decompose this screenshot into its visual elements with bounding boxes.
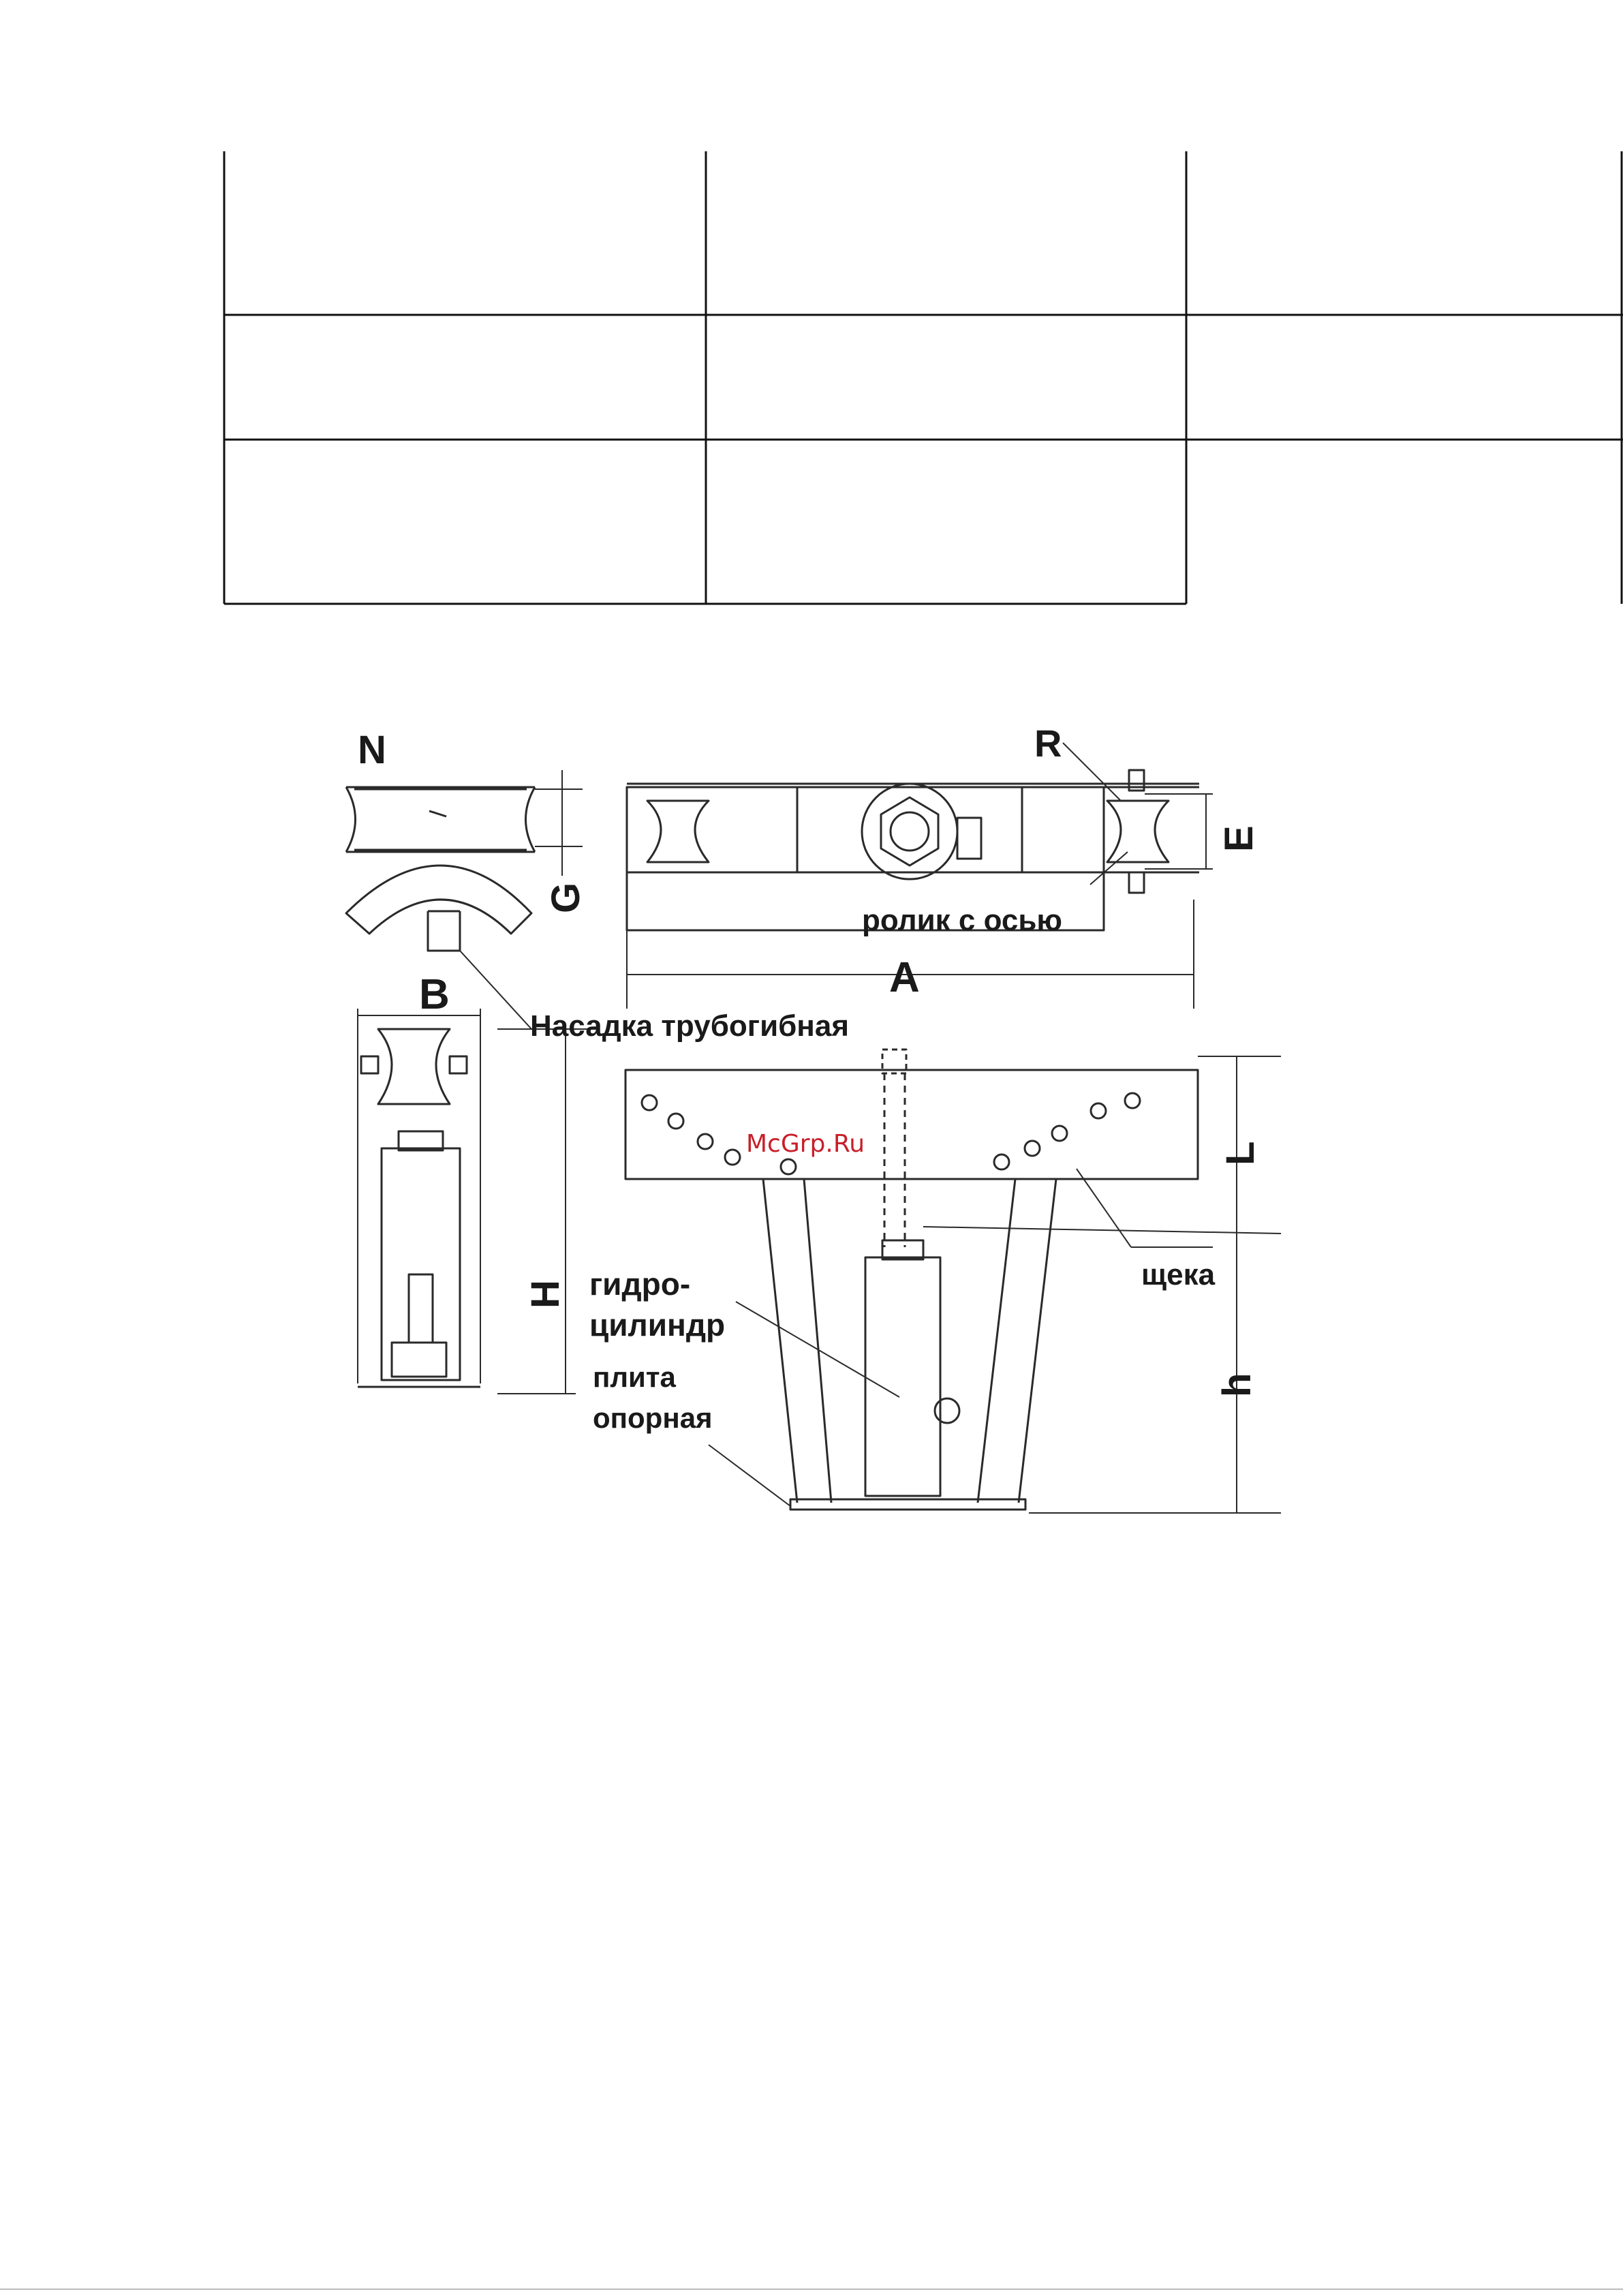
dim-label-e: E bbox=[1217, 825, 1261, 852]
nozzle-label: Насадка трубогибная bbox=[530, 1009, 850, 1043]
dim-label-r: R bbox=[1034, 722, 1062, 765]
dim-label-l: L bbox=[1218, 1141, 1263, 1165]
plate-label-2: опорная bbox=[593, 1402, 713, 1434]
watermark: McGrp.Ru bbox=[746, 1130, 865, 1158]
dim-label-n: N bbox=[358, 728, 386, 772]
dim-label-h-upper: H bbox=[523, 1280, 568, 1308]
dim-label-h-lower: h bbox=[1215, 1373, 1259, 1397]
roller-label: ролик с осью bbox=[862, 904, 1062, 937]
plate-label-1: плита bbox=[593, 1361, 676, 1393]
cheek-label: щека bbox=[1141, 1258, 1216, 1291]
dim-label-b: B bbox=[419, 971, 450, 1018]
page-bottom-edge bbox=[0, 2289, 1623, 2290]
bending-shoe-top-view bbox=[346, 770, 583, 876]
frame-top-view bbox=[627, 743, 1213, 1009]
dim-label-g: G bbox=[544, 882, 588, 913]
pipe-bender-drawing bbox=[327, 716, 1281, 1533]
spec-table bbox=[0, 0, 1623, 613]
bending-shoe-arc bbox=[346, 866, 531, 951]
dim-label-a: A bbox=[889, 954, 920, 1001]
cylinder-label-1: гидро- bbox=[589, 1266, 691, 1302]
cylinder-label-2: цилиндр bbox=[589, 1307, 726, 1343]
